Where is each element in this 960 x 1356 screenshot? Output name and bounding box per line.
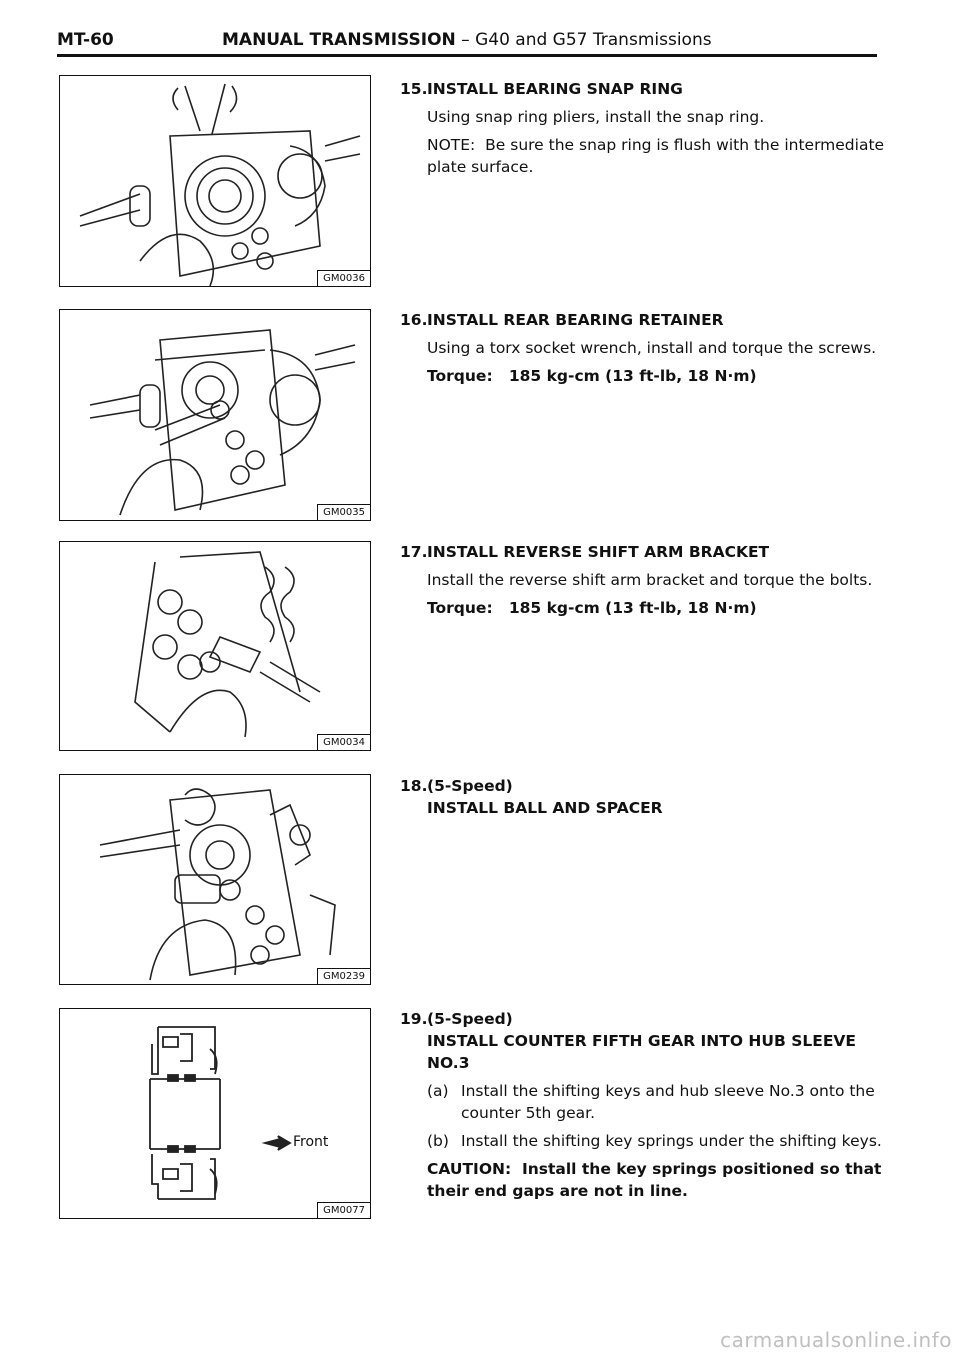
step-title: INSTALL COUNTER FIFTH GEAR INTO HUB SLEEVE NO.3 — [427, 1032, 856, 1072]
torque-value: 185 kg-cm (13 ft-lb, 18 N·m) — [508, 599, 757, 617]
step-note — [427, 134, 890, 178]
shift-bracket-illustration — [60, 542, 372, 752]
step-qualifier: (5-Speed) — [427, 777, 513, 795]
torque-spec — [427, 365, 890, 387]
header-rule — [57, 54, 877, 57]
figure-hub-sleeve — [59, 1008, 371, 1219]
figure-label: GM0239 — [317, 968, 370, 984]
figure-snap-ring — [59, 75, 371, 287]
step-19 — [400, 1008, 890, 1202]
step-qualifier: (5-Speed) — [427, 1010, 513, 1028]
figure-label: GM0077 — [317, 1202, 370, 1218]
step-text: Using a torx socket wrench, install and torque the screws. — [427, 339, 877, 357]
substep-text: Install the shifting keys and hub sleeve No.3 onto the counter 5th gear. — [461, 1082, 875, 1122]
step-16 — [400, 309, 890, 387]
step-title: INSTALL BEARING SNAP RING — [427, 80, 683, 98]
torque-spec — [427, 597, 890, 619]
page-title-rest: – G40 and G57 Transmissions — [455, 30, 712, 50]
substep-b — [427, 1130, 890, 1152]
watermark: carmanualsonline.info — [720, 1328, 952, 1352]
step-number: 19. — [400, 1010, 428, 1028]
step-title: INSTALL BALL AND SPACER — [427, 799, 663, 817]
step-15 — [400, 78, 890, 178]
caution-label: CAUTION: — [427, 1160, 512, 1178]
figure-ball-spacer — [59, 774, 371, 985]
front-indicator-label: Front — [293, 1134, 329, 1150]
step-number: 16. — [400, 311, 428, 329]
page-title-bold: MANUAL TRANSMISSION — [222, 30, 456, 50]
step-number: 17. — [400, 543, 428, 561]
step-17 — [400, 541, 890, 619]
step-number: 18. — [400, 777, 428, 795]
caution-note — [427, 1158, 890, 1202]
snap-ring-illustration — [60, 76, 372, 288]
hub-sleeve-section-illustration — [60, 1009, 372, 1220]
step-text: Install the reverse shift arm bracket and torque the bolts. — [427, 571, 873, 589]
step-18 — [400, 775, 890, 819]
ball-spacer-illustration — [60, 775, 372, 986]
figure-rear-bearing-retainer — [59, 309, 371, 521]
substep-text: Install the shifting key springs under the shifting keys. — [461, 1132, 882, 1150]
caution-text: Install the key springs positioned so that their end gaps are not in line. — [427, 1160, 882, 1200]
note-text: Be sure the snap ring is flush with the intermediate plate surface. — [427, 136, 885, 176]
torque-label: Torque: — [427, 367, 493, 385]
page-code: MT-60 — [57, 30, 114, 50]
substep-a — [427, 1080, 890, 1124]
substep-mark: (a) — [427, 1082, 449, 1100]
substep-mark: (b) — [427, 1132, 449, 1150]
figure-label: GM0035 — [317, 504, 370, 520]
torque-value: 185 kg-cm (13 ft-lb, 18 N·m) — [508, 367, 757, 385]
step-number: 15. — [400, 80, 428, 98]
step-text: Using snap ring pliers, install the snap ring. — [427, 108, 765, 126]
torque-label: Torque: — [427, 599, 493, 617]
figure-label: GM0036 — [317, 270, 370, 286]
figure-label: GM0034 — [317, 734, 370, 750]
step-title: INSTALL REAR BEARING RETAINER — [427, 311, 724, 329]
note-label: NOTE: — [427, 136, 476, 154]
torx-wrench-illustration — [60, 310, 372, 522]
figure-reverse-shift-bracket — [59, 541, 371, 751]
step-title: INSTALL REVERSE SHIFT ARM BRACKET — [427, 543, 770, 561]
page-title — [222, 30, 712, 50]
front-arrow-icon — [265, 1136, 290, 1150]
